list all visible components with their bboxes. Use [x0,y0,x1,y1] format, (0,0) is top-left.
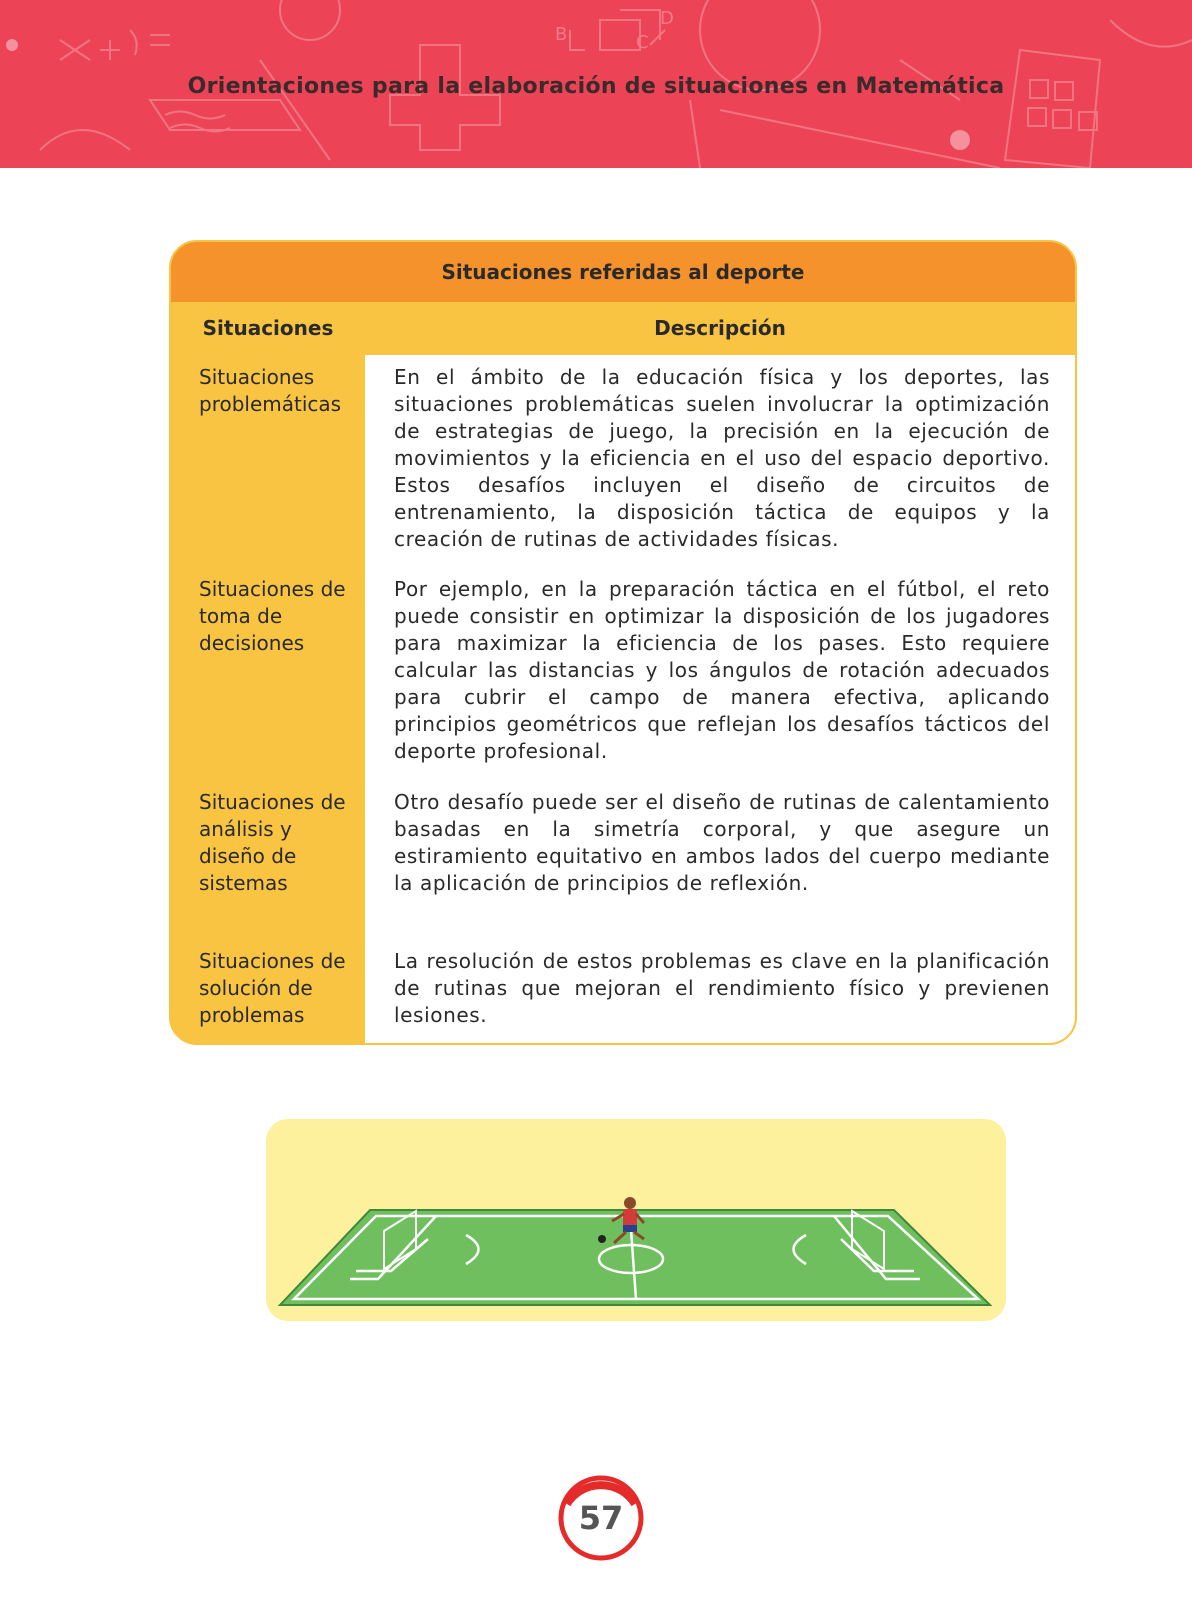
page-number-badge [557,1474,645,1562]
situations-column [171,355,365,1045]
soccer-field-icon [266,1119,1006,1321]
row-label-solucion-problemas: Situaciones de solución de problemas [199,949,346,1027]
row-description-problematicas: En el ámbito de la educación física y los deportes, las situaciones problemáticas suelen involucrar la optimización de estrategias de juego, la precisión en la ejecución de movimientos y la eficiencia en el uso del espacio deportivo. Estos desafíos incluyen el diseño de circuitos de entrenamiento, la disposición táctica de equipos y la creación de rutinas de actividades físicas. [394,365,1050,551]
description-column [365,355,1077,1045]
table-header-row [171,302,1075,355]
situations-table [169,240,1077,1045]
svg-text:B: B [555,24,568,45]
svg-text:C: C [636,32,649,53]
row-label-problematicas: Situaciones problemáticas [199,365,342,416]
row-label-analisis-diseno: Situaciones de análisis y diseño de sistemas [199,790,346,895]
row-label-toma-de-decisiones: Situaciones de toma de decisiones [199,577,346,655]
row-description-toma-de-decisiones: Por ejemplo, en la preparación táctica en el fútbol, el reto puede consistir en optimizar la disposición de los jugadores para maximizar la eficiencia de los pases. Esto requiere calcular las distancias y los ángulos de rotación adecuados para cubrir el campo de manera efectiva, aplicando principios geométricos que reflejan los desafíos tácticos del deporte profesional. [394,577,1050,763]
page-header-title: Orientaciones para la elaboración de situaciones en Matemática [187,74,1005,99]
svg-text:D: D [660,8,674,29]
soccer-field-illustration [266,1119,1006,1321]
row-description-analisis-diseno: Otro desafío puede ser el diseño de rutinas de calentamiento basadas en la simetría corporal, y que asegure un estiramiento equitativo en ambos lados del cuerpo mediante la aplicación de principios de reflexión. [394,790,1050,895]
row-description-solucion-problemas: La resolución de estos problemas es clave en la planificación de rutinas que mejoran el rendimiento físico y previenen lesiones. [394,949,1050,1027]
table-title: Situaciones referidas al deporte [171,242,1075,302]
page-number: 57 [578,1499,624,1537]
column-header-descripcion: Descripción [654,316,786,340]
column-header-situaciones: Situaciones [202,316,334,340]
header-banner [0,0,1192,168]
